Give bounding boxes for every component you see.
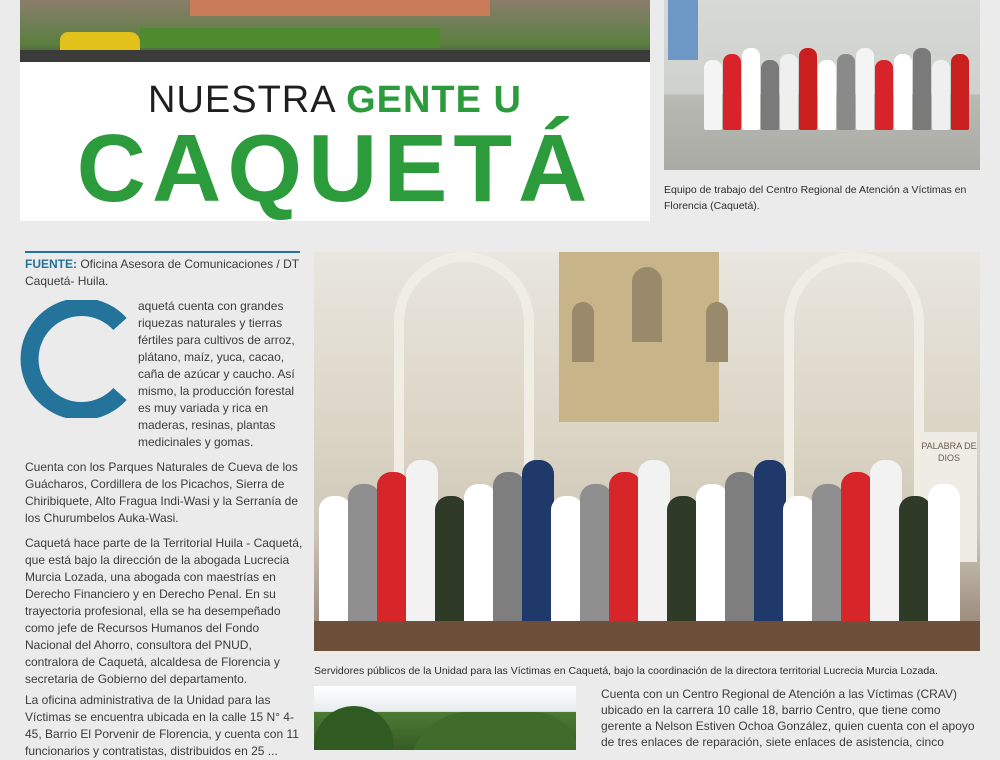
source-line bbox=[25, 251, 300, 290]
team-photo bbox=[664, 0, 980, 170]
lede-paragraph: aquetá cuenta con grandes riquezas naturales y tierras fértiles para cultivos de arroz, plátano, maíz, yuca, cacao, caña de azúcar y caucho. Así mismo, la producción forestal es muy variada y rica en maderas, resinas, plantas medicinales y gomas. bbox=[138, 299, 295, 449]
title-block bbox=[20, 62, 650, 221]
street-photo bbox=[20, 0, 650, 62]
source-label: FUENTE: bbox=[25, 257, 77, 271]
palabra-de-dios-sign: PALABRA DE DIOS bbox=[921, 432, 977, 562]
dropcap-letter bbox=[20, 300, 128, 418]
church-photo-caption: Servidores públicos de la Unidad para las Víctimas en Caquetá, bajo la coordinación de la directora territorial Lucrecia Murcia Lozada. bbox=[314, 665, 938, 677]
office-paragraph: La oficina administrativa de la Unidad para las Víctimas se encuentra ubicada en la calle 15 N° 4-45, Barrio El Porvenir de Florencia, y cuenta con 11 funcionarios y contratistas, distribuidos en 25 ... bbox=[25, 693, 299, 758]
team-photo-caption: Equipo de trabajo del Centro Regional de Atención a Víctimas en Florencia (Caquetá). bbox=[664, 184, 967, 212]
landscape-photo bbox=[314, 686, 576, 750]
headline-main: CAQUETÁ bbox=[76, 115, 594, 222]
headline-highlight: GENTE U bbox=[346, 79, 522, 121]
crav-paragraph: Cuenta con un Centro Regional de Atención a las Víctimas (CRAV) ubicado en la carrera 10 calle 18, barrio Centro, que tiene como gerente a Nelson Estiven Ochoa González, quien cuenta con el apoyo de tres enlaces de reparación, siete enlaces de asistencia, cinco bbox=[601, 687, 975, 749]
source-text: Oficina Asesora de Comunicaciones / DT Caquetá- Huila. bbox=[25, 257, 299, 288]
church-group-photo bbox=[314, 252, 980, 651]
parks-paragraph: Cuenta con los Parques Naturales de Cueva de los Guácharos, Cordillera de los Picachos, Sierra de Chiribiquete, Alto Fragua Indi-Wasi y la Serranía de los Churumbelos Auka-Wasi. bbox=[25, 460, 299, 525]
crowd bbox=[314, 441, 980, 626]
headline-prefix: NUESTRA bbox=[148, 79, 347, 121]
territorial-paragraph: Caquetá hace parte de la Territorial Huila - Caquetá, que está bajo la dirección de la abogada Lucrecia Murcia Lozada, una abogada con maestrías en Derecho Financiero y en Derecho Penal. En su trayectoria profesional, ella se ha desempeñado como jefe de Recursos Humanos del Fondo Nacional del Ahorro, consultora del PNUD, contralora de Caquetá, alcaldesa de Florencia y secretaria de Gobierno del departamento. bbox=[25, 536, 303, 686]
